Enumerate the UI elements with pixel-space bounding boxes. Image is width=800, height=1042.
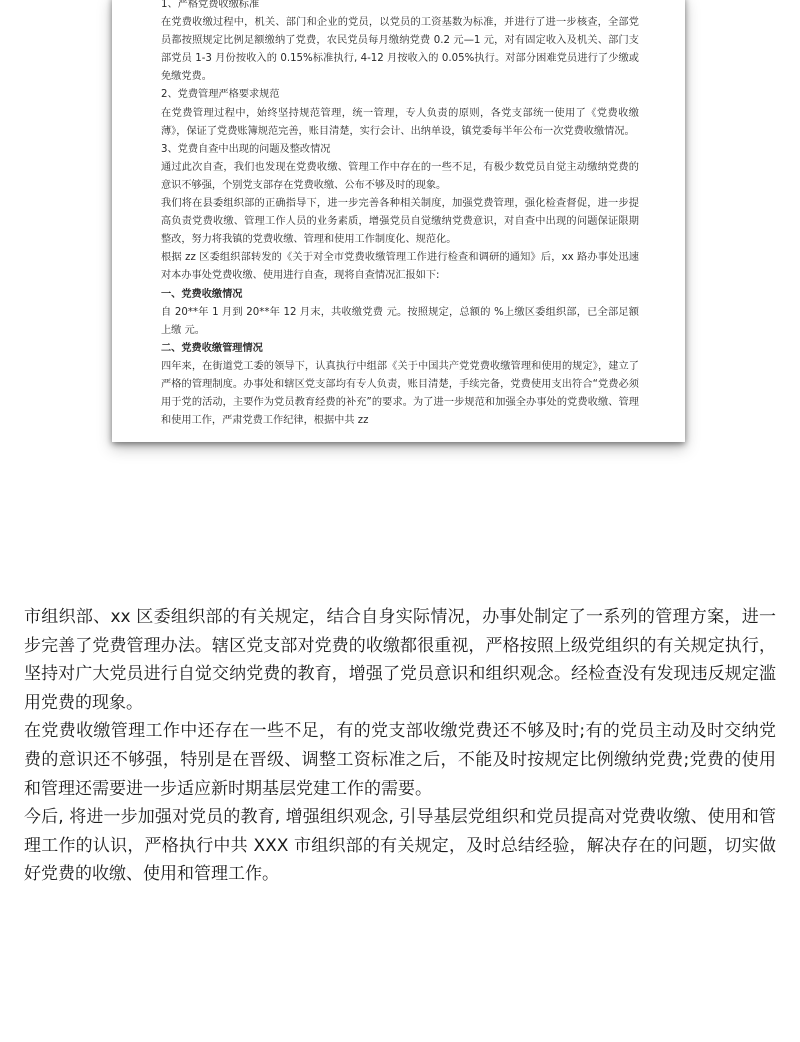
preview-section-heading: 二、党费收缴管理情况 bbox=[161, 342, 263, 354]
preview-paragraph: 自 20**年 1 月到 20**年 12 月末，共收缴党费 元。按照规定，总额的 %上缴区委组织部，已全部足额上缴 元。 bbox=[161, 306, 639, 336]
preview-paragraph: 3、党费自查中出现的问题及整改情况 bbox=[161, 143, 331, 155]
preview-paragraph: 我们将在县委组织部的正确指导下，进一步完善各种相关制度，加强党费管理，强化检查督促，进一步提高负责党费收缴、管理工作人员的业务素质，增强党员自觉缴纳党费意识，对自查中出现的问题保证限期整改，努力将我镇的党费收缴、管理和使用工作制度化、规范化。 bbox=[161, 198, 639, 246]
main-paragraph: 在党费收缴管理工作中还存在一些不足，有的党支部收缴党费还不够及时;有的党员主动及时交纳党费的意识还不够强，特别是在晋级、调整工资标准之后，不能及时按规定比例缴纳党费;党费的使用和管理还需要进一步适应新时期基层党建工作的需要。 bbox=[24, 721, 776, 799]
main-text-body bbox=[24, 603, 776, 889]
main-paragraph: 市组织部、xx 区委组织部的有关规定，结合自身实际情况，办事处制定了一系列的管理方案，进一步完善了党费管理办法。辖区党支部对党费的收缴都很重视，严格按照上级党组织的有关规定执行，坚持对广大党员进行自觉交纳党费的教育，增强了党员意识和组织观念。经检查没有发现违反规定滥用党费的现象。 bbox=[24, 607, 776, 713]
preview-paragraph: 在党费管理过程中，始终坚持规范管理，统一管理，专人负责的原则，各党支部统一使用了《党费收缴薄》，保证了党费账簿规范完善，账目清楚，实行会计、出纳单设，镇党委每半年公布一次党费收缴情况。 bbox=[161, 107, 639, 137]
preview-paragraph: 根据 zz 区委组织部转发的《关于对全市党费收缴管理工作进行检查和调研的通知》后，xx 路办事处迅速对本办事处党费收缴、使用进行自查，现将自查情况汇报如下: bbox=[161, 252, 639, 282]
preview-section-heading: 一、党费收缴情况 bbox=[161, 288, 243, 300]
preview-paragraph: 通过此次自查，我们也发现在党费收缴、管理工作中存在的一些不足，有极少数党员自觉主动缴纳党费的意识不够强，个别党支部存在党费收缴、公布不够及时的现象。 bbox=[161, 161, 639, 191]
preview-paragraph: 在党费收缴过程中，机关、部门和企业的党员，以党员的工资基数为标准，并进行了进一步核查，全部党员都按照规定比例足额缴纳了党费，农民党员每月缴纳党费 0.2 元—1 元，对有固定收入及机关、部门支部党员 1-3 月份按收入的 0.15%标准执行, 4-12 月按收入的 0.05%执行。对部分困难党员进行了少缴或免缴党费。 bbox=[161, 17, 639, 83]
preview-paragraph: 2、党费管理严格要求规范 bbox=[161, 89, 280, 101]
main-paragraph: 今后, 将进一步加强对党员的教育, 增强组织观念, 引导基层党组织和党员提高对党费收缴、使用和管理工作的认识，严格执行中共 XXX 市组织部的有关规定，及时总结经验，解决存在的问题，切实做好党费的收缴、使用和管理工作。 bbox=[24, 807, 776, 885]
document-preview-page bbox=[112, 0, 685, 442]
preview-paragraph: 四年来，在街道党工委的领导下，认真执行中组部《关于中国共产党党费收缴管理和使用的规定》，建立了严格的管理制度。办事处和辖区党支部均有专人负责，账目清楚，手续完备，党费使用支出符合“党费必须用于党的活动，主要作为党员教育经费的补充”的要求。为了进一步规范和加强全办事处的党费收缴、管理和使用工作，严肃党费工作纪律，根据中共 zz bbox=[161, 360, 639, 427]
preview-page-body bbox=[161, 0, 639, 430]
preview-paragraph: 1、严格党费收缴标准 bbox=[161, 0, 260, 10]
